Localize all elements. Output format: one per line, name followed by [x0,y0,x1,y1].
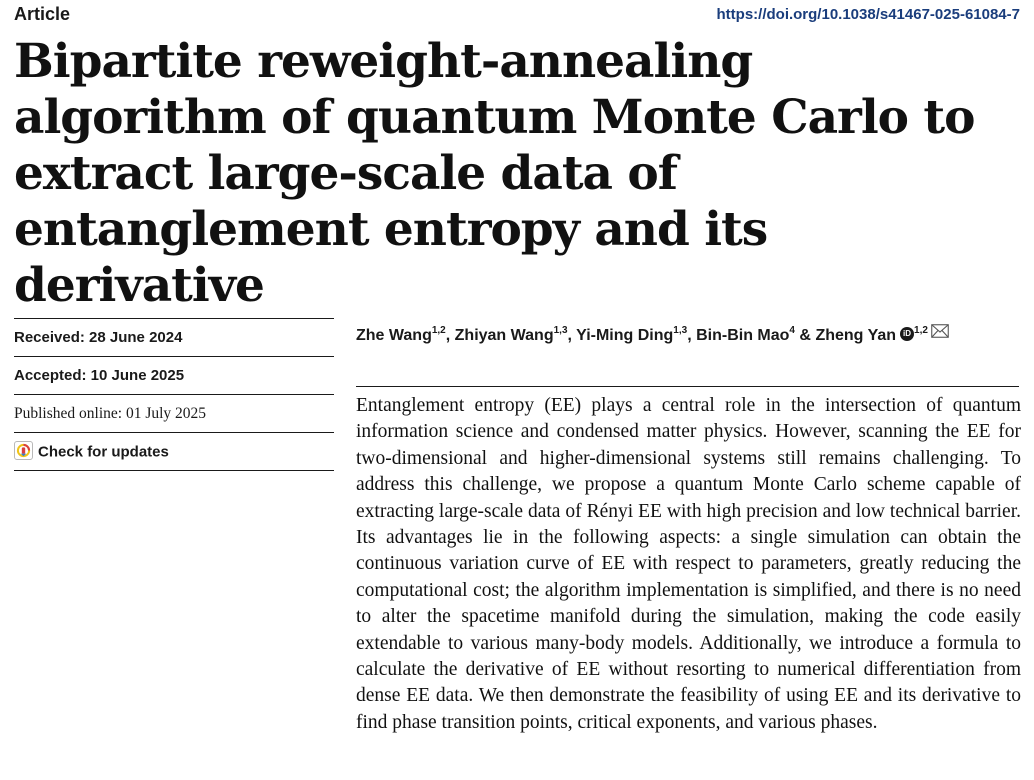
orcid-icon[interactable]: iD [900,327,914,341]
author-affiliation: 4 [789,324,795,336]
author-name[interactable]: Yi-Ming Ding [576,327,674,345]
author-affiliation: 1,3 [673,324,688,336]
author-name[interactable]: Zhe Wang [356,327,432,345]
author-name[interactable]: Zheng Yan [815,327,897,345]
author-name[interactable]: Bin-Bin Mao [696,327,790,345]
top-bar [14,4,1020,28]
author-affiliation: 1,3 [553,324,568,336]
check-for-updates-button[interactable] [14,432,334,471]
author-separator: , [445,327,455,345]
author-name[interactable]: Zhiyan Wang [454,327,554,345]
author-affiliation: 1,2 [431,324,446,336]
received-date: Received: 28 June 2024 [14,318,334,356]
author-separator: , [567,327,577,345]
paper-title: Bipartite reweight-annealing algorithm of quantum Monte Carlo to extract large-scale data of entanglement entropy and its derivative [14,34,975,313]
author-separator: , [687,327,697,345]
publication-dates [14,318,334,471]
abstract-divider [356,386,1019,387]
author-affiliation: 1,2 [914,324,928,336]
author-separator: & [794,327,816,345]
check-for-updates-label: Check for updates [38,443,169,461]
doi-link[interactable]: https://doi.org/10.1038/s41467-025-61084-7 [716,6,1020,23]
article-type-label: Article [14,4,71,24]
accepted-date: Accepted: 10 June 2025 [14,356,334,394]
author-list [356,324,1020,348]
published-date: Published online: 01 July 2025 [14,394,334,432]
abstract-text: Entanglement entropy (EE) plays a central role in the intersection of quantum information science and condensed matter physics. However, scanning the EE for two-dimensional and higher-dimensional systems still remains challenging. To address this challenge, we propose a quantum Monte Carlo scheme capable of extracting large-scale data of Rényi EE with high precision and low technical barrier. Its advantages lie in the following aspects: a single simulation can obtain the continuous variation curve of EE with respect to parameters, greatly reducing the computational cost; the algorithm implementation is simplified, and there is no need to alter the spacetime manifold during the simulation, making the code easily extendable to various many-body models. Additionally, we introduce a formula to calculate the derivative of EE without resorting to numerical differentiation from dense EE data. We then demonstrate the feasibility of using EE and its derivative to find phase transition points, critical exponents, and various phases. [356,395,1021,733]
check-for-updates-icon [14,441,33,460]
mail-icon[interactable] [931,322,949,346]
